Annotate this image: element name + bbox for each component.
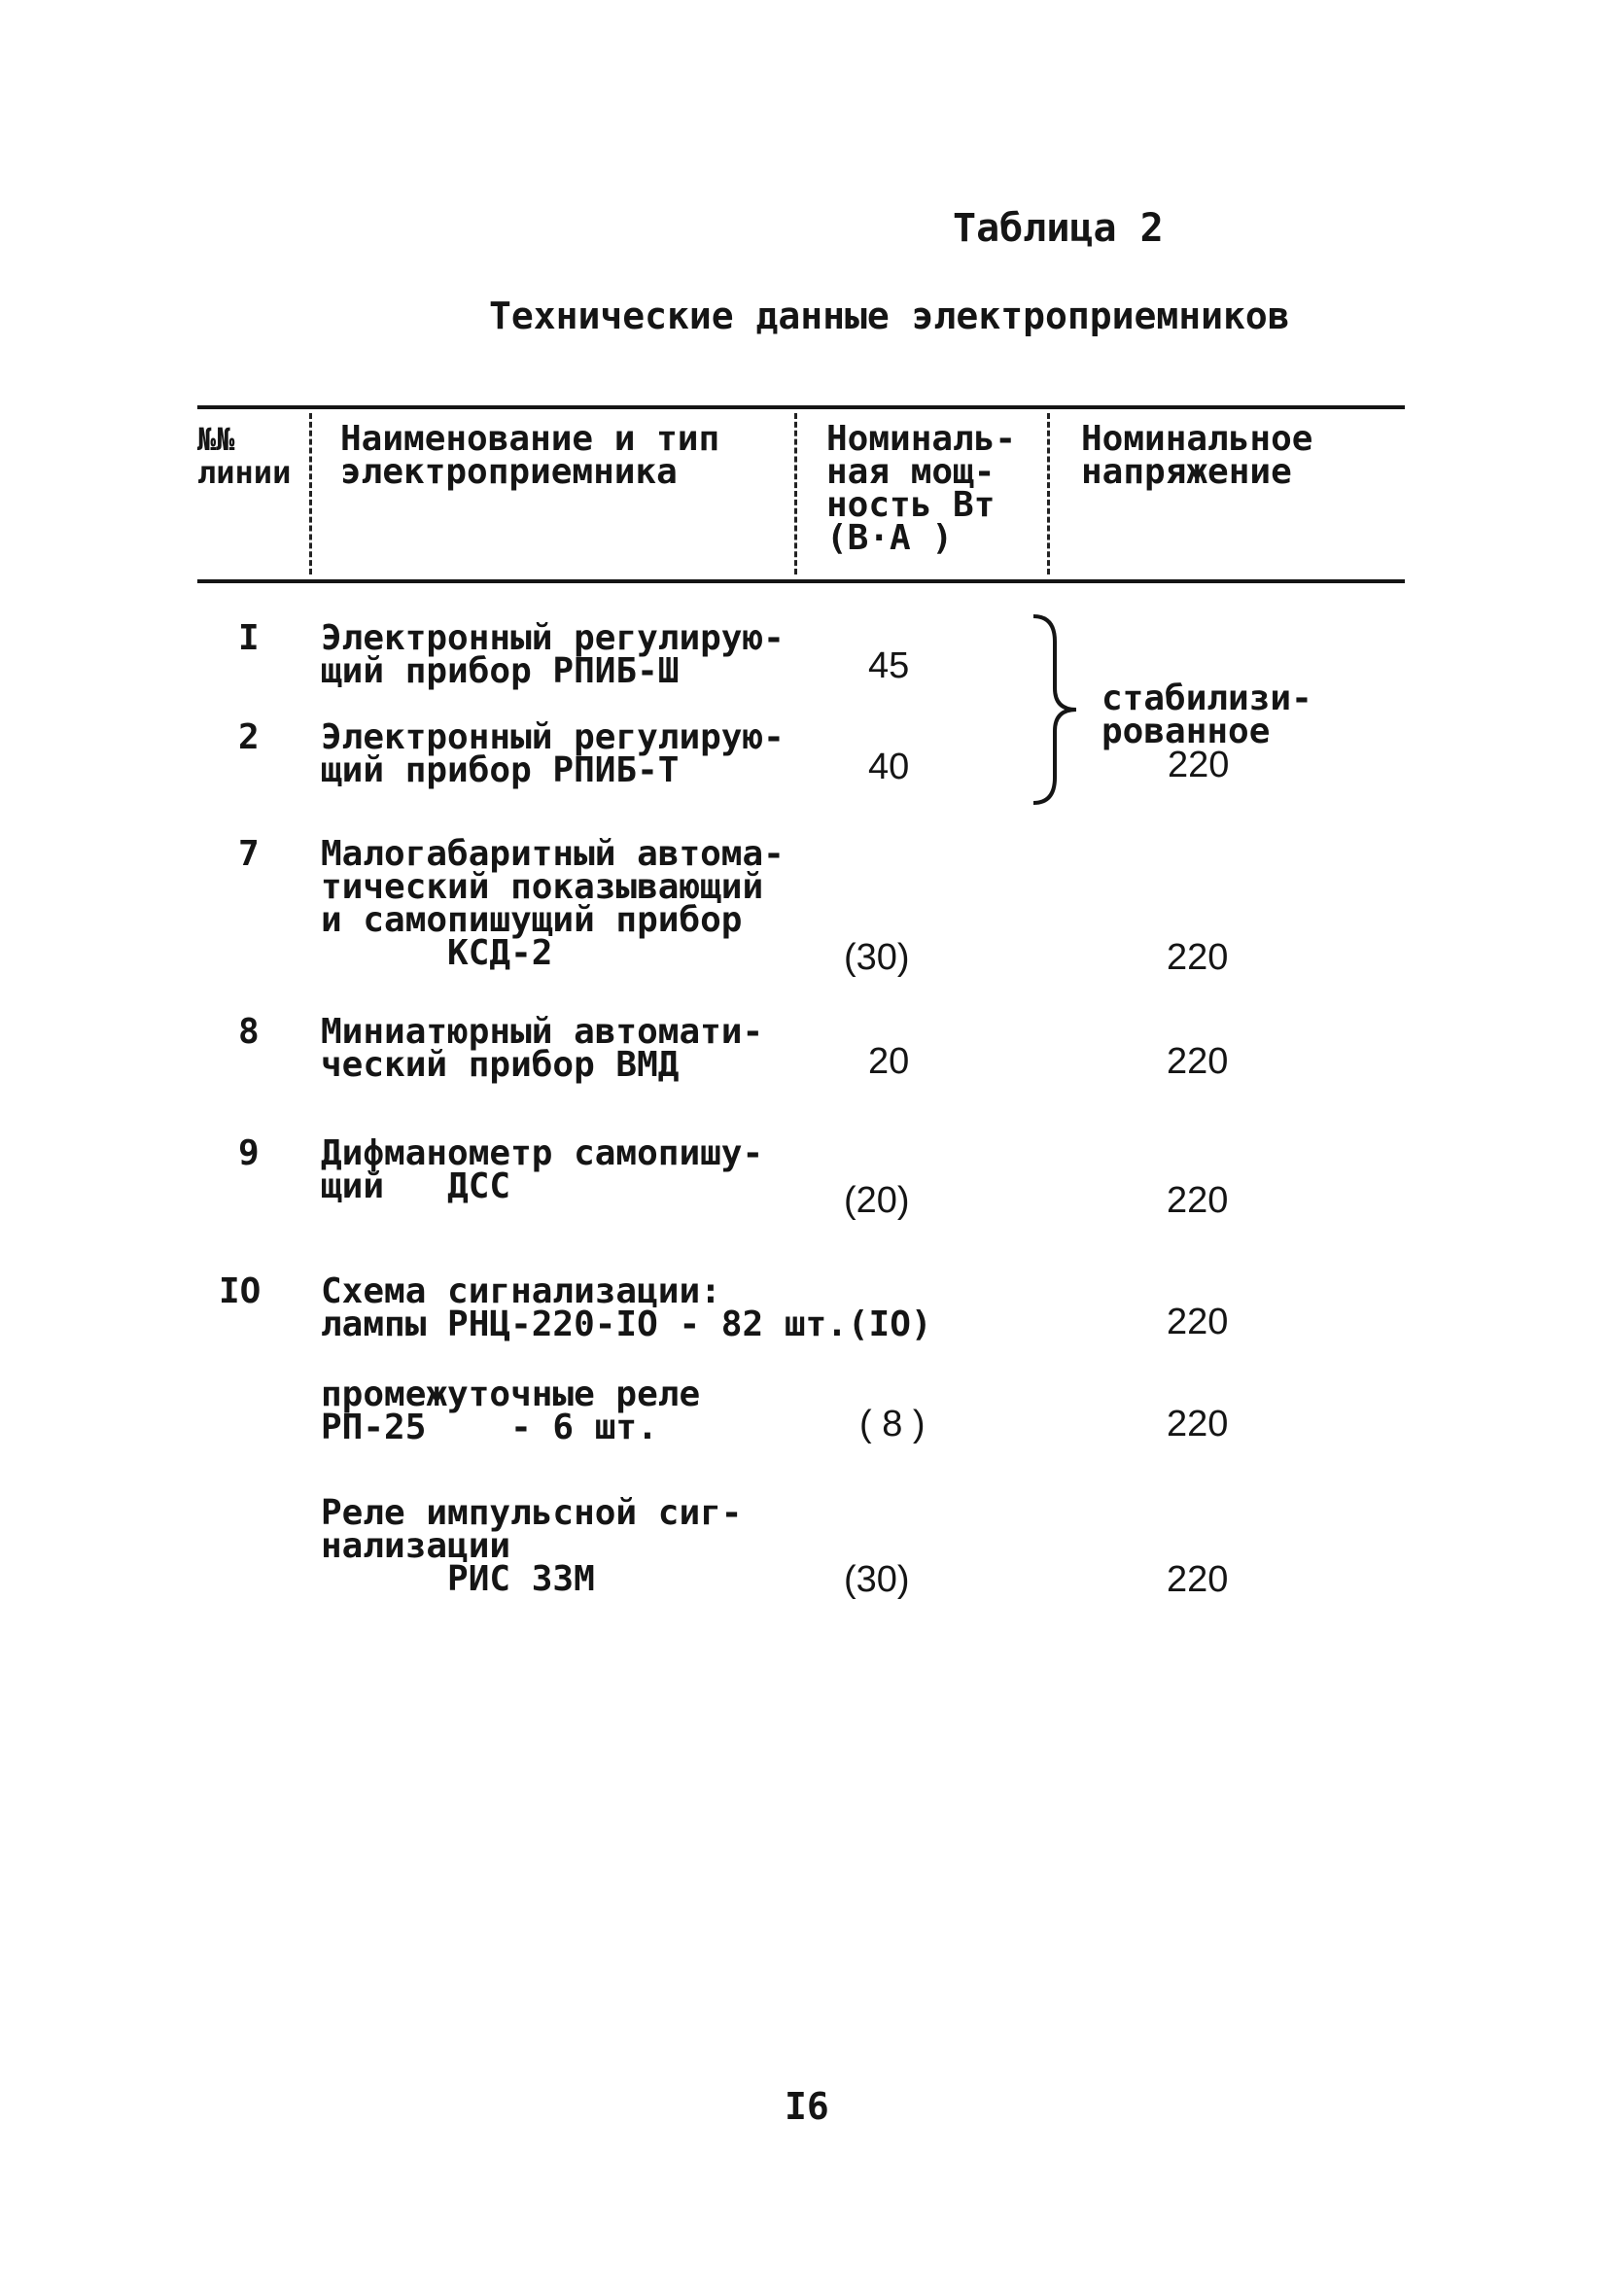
- column-separator-3: [1047, 413, 1050, 574]
- row-7-name: Малогабаритный автома- тический показывающий и самопишущий прибор КСД-2: [321, 834, 785, 973]
- table-title: Технические данные электроприемников: [489, 295, 1290, 337]
- row-2-power: 40: [868, 747, 910, 787]
- row-relay-voltage: 220: [1167, 1404, 1229, 1444]
- header-line-number: №№ линии: [197, 421, 292, 491]
- header-power: Номиналь- ная мощ- ность Вт (В·А ): [826, 419, 1017, 558]
- row-8-number: 8: [238, 1012, 260, 1052]
- row-7-voltage: 220: [1167, 937, 1229, 978]
- row-1-name: Электронный регулирую- щий прибор РПИБ-Ш: [321, 618, 785, 691]
- row-9-voltage: 220: [1167, 1180, 1229, 1221]
- group-voltage: стабилизи- рованное 220: [1101, 678, 1312, 785]
- page-number: I6: [785, 2085, 829, 2128]
- row-2-name: Электронный регулирую- щий прибор РПИБ-Т: [321, 717, 785, 790]
- table-caption: Таблица 2: [953, 206, 1164, 251]
- header-name: Наименование и тип электроприемника: [340, 419, 720, 492]
- row-10-name: Схема сигнализации: лампы РНЦ-220-IO - 82 шт.(IO): [321, 1271, 932, 1344]
- row-9-name: Дифманометр самопишу- щий ДСС: [321, 1133, 764, 1206]
- group-brace: [1026, 612, 1094, 807]
- row-pulse-relay-voltage: 220: [1167, 1559, 1229, 1600]
- row-9-number: 9: [238, 1133, 260, 1173]
- header-voltage: Номинальное напряжение: [1081, 419, 1313, 492]
- row-9-power: (20): [844, 1180, 910, 1221]
- column-separator-2: [794, 413, 797, 574]
- row-8-voltage: 220: [1167, 1041, 1229, 1082]
- row-8-name: Миниатюрный автомати- ческий прибор ВМД: [321, 1012, 764, 1085]
- row-relay-power: ( 8 ): [859, 1404, 926, 1444]
- row-relay-name: промежуточные реле РП-25 - 6 шт.: [321, 1374, 701, 1447]
- row-7-power: (30): [844, 937, 910, 978]
- row-pulse-relay-power: (30): [844, 1559, 910, 1600]
- row-10-voltage: 220: [1167, 1302, 1229, 1342]
- row-8-power: 20: [868, 1041, 910, 1082]
- row-7-number: 7: [238, 834, 260, 874]
- row-1-power: 45: [868, 645, 910, 686]
- row-2-number: 2: [238, 717, 260, 757]
- row-10-number: IO: [219, 1271, 262, 1311]
- table-header-bottom-rule: [197, 579, 1405, 583]
- column-separator-1: [309, 413, 312, 574]
- row-1-number: I: [238, 618, 260, 658]
- table-top-rule: [197, 405, 1405, 409]
- row-pulse-relay-name: Реле импульсной сиг- нализации РИС 33М: [321, 1493, 743, 1599]
